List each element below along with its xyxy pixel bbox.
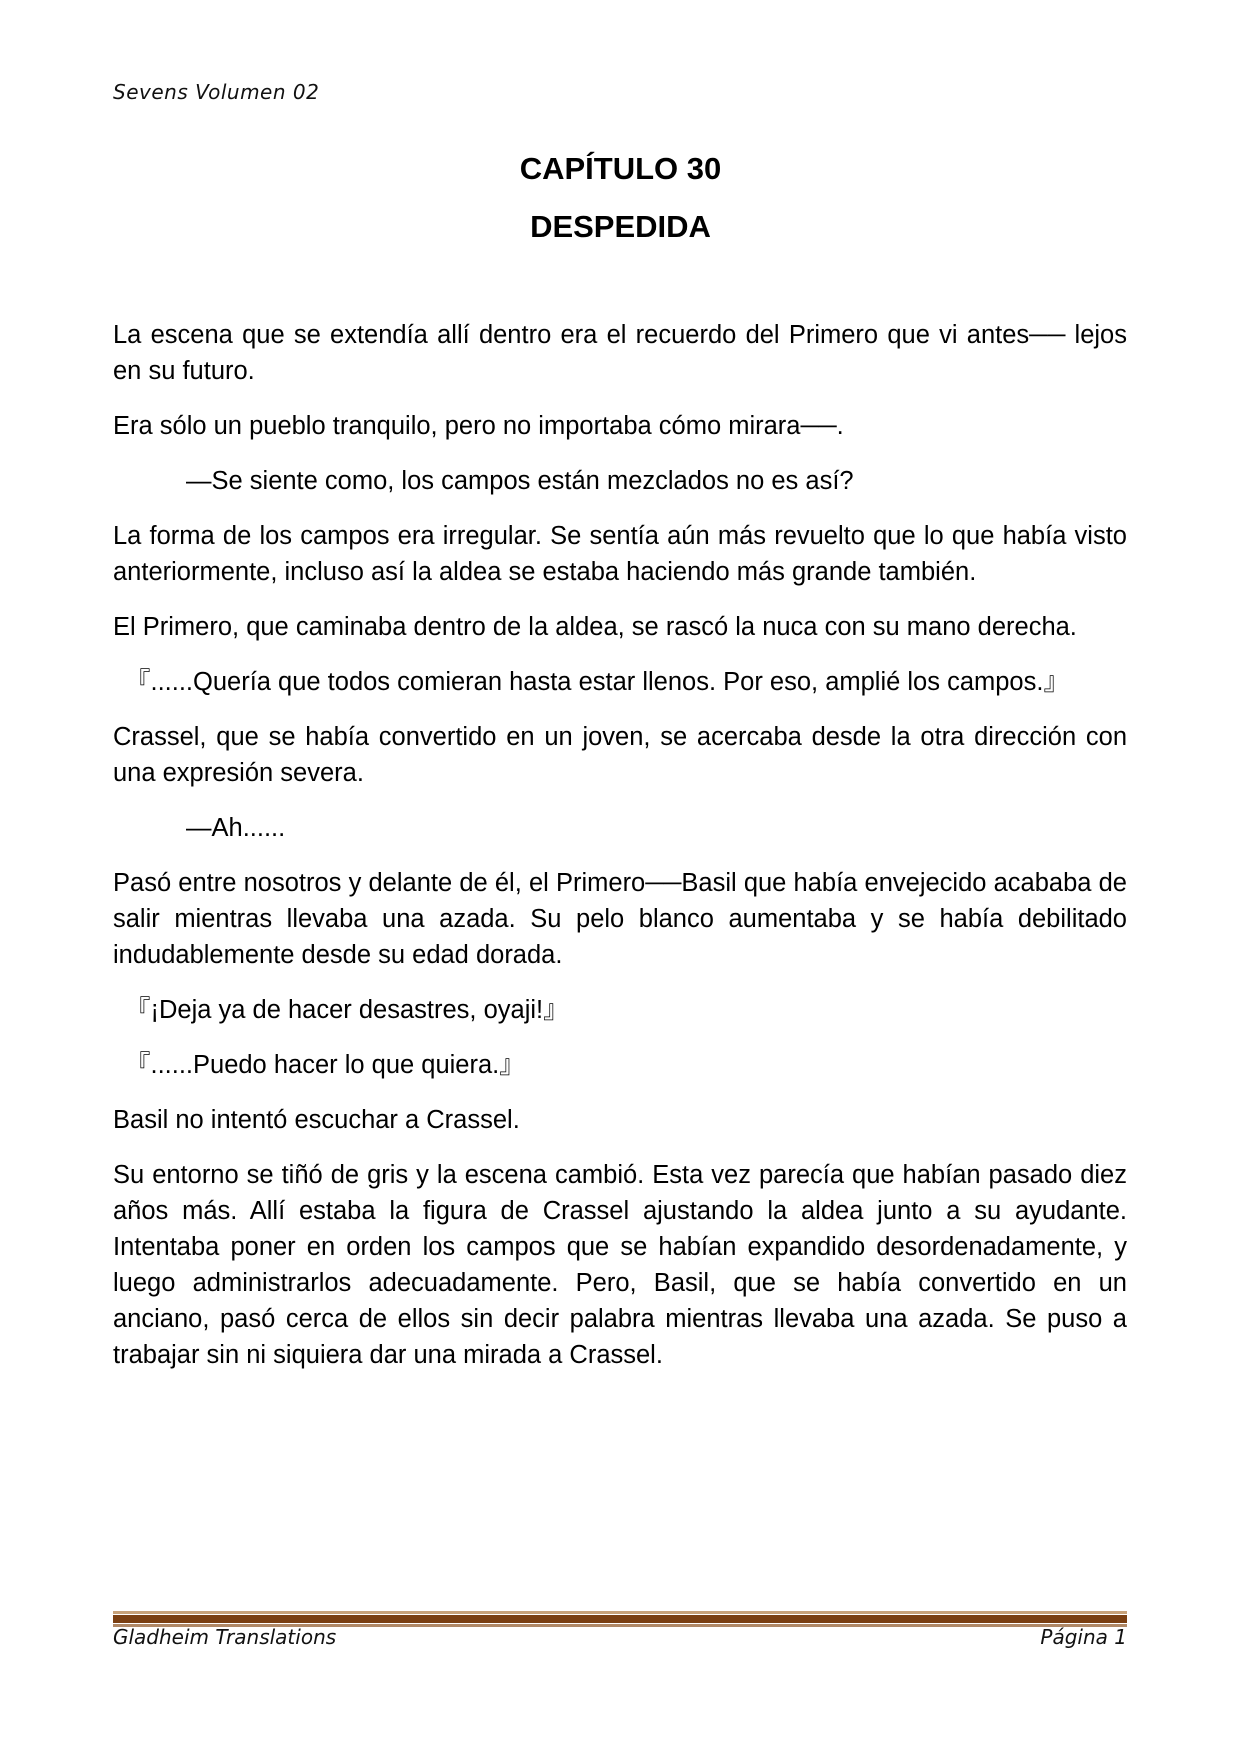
quote-paragraph: 『......Quería que todos comieran hasta estar llenos. Por eso, amplié los campos.』 <box>125 668 1069 696</box>
paragraph: Basil no intentó escuchar a Crassel. <box>113 1106 520 1134</box>
dialog-paragraph: —Se siente como, los campos están mezclados no es así? <box>186 467 854 495</box>
footer-page-number: Página 1 <box>1040 1625 1127 1649</box>
footer-translator: Gladheim Translations <box>113 1625 337 1649</box>
paragraph: Era sólo un pueblo tranquilo, pero no importaba cómo mirara──. <box>113 412 844 440</box>
dialog-paragraph: —Ah...... <box>186 814 286 842</box>
paragraph: La forma de los campos era irregular. Se sentía aún más revuelto que lo que había visto anteriormente, incluso así la aldea se estaba haciendo más grande también. <box>113 522 1127 586</box>
paragraph: Pasó entre nosotros y delante de él, el Primero──Basil que había envejecido acababa de salir mientras llevaba una azada. Su pelo blanco aumentaba y se había debilitado indudablemente desde su edad dorada. <box>113 869 1127 969</box>
paragraph: Crassel, que se había convertido en un joven, se acercaba desde la otra dirección con una expresión severa. <box>113 723 1127 787</box>
chapter-number: CAPÍTULO 30 <box>519 151 722 186</box>
quote-paragraph: 『......Puedo hacer lo que quiera.』 <box>125 1051 525 1079</box>
quote-paragraph: 『¡Deja ya de hacer desastres, oyaji!』 <box>125 996 569 1024</box>
running-header: Sevens Volumen 02 <box>113 80 320 104</box>
body-text <box>113 317 1127 1392</box>
paragraph: Su entorno se tiñó de gris y la escena cambió. Esta vez parecía que habían pasado diez años más. Allí estaba la figura de Crassel ajustando la aldea junto a su ayudante. Intentaba poner en orden los campos que se habían expandido desordenadamente, y luego administrarlos adecuadamente. Pero, Basil, que se había convertido en un anciano, pasó cerca de ellos sin decir palabra mientras llevaba una azada. Se puso a trabajar sin ni siquiera dar una mirada a Crassel. <box>113 1161 1127 1369</box>
paragraph: El Primero, que caminaba dentro de la aldea, se rascó la nuca con su mano derecha. <box>113 613 1077 641</box>
chapter-title: DESPEDIDA <box>530 209 711 244</box>
paragraph: La escena que se extendía allí dentro era el recuerdo del Primero que vi antes── lejos en su futuro. <box>113 321 1127 385</box>
